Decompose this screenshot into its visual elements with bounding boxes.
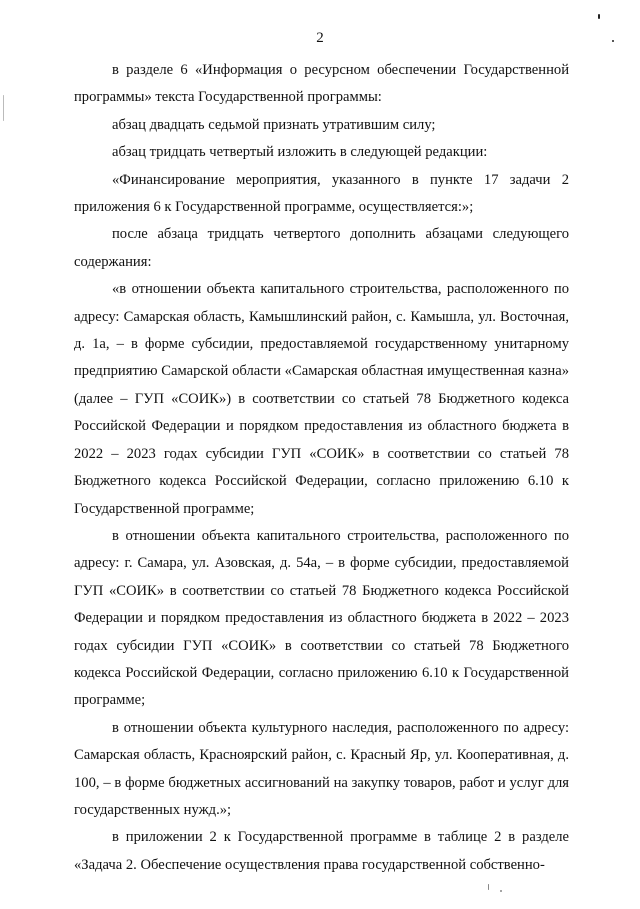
page-number: 2	[316, 30, 324, 46]
paragraph-kamyshla: «в отношении объекта капитального строительства, расположенного по адресу: Самарская область, Камышлинский район, с. Камышла, ул. Восточная, д. 1а, – в форме субсидии, предоставляемой государственному унитарному предприятию Самарской области «Самарская областная имущественная казна» (далее – ГУП «СОИК») в соответствии со статьей 78 Бюджетного кодекса Российской Федерации и порядком предоставления из областного бюджета в 2022 – 2023 годах субсидии ГУП «СОИК» в соответствии со статьей 78 Бюджетного кодекса Российской Федерации, согласно приложению 6.10 к Государственной программе;	[74, 281, 569, 517]
scan-speck	[612, 40, 614, 42]
scan-speck	[488, 884, 489, 890]
paragraph-27-repeal: абзац двадцать седьмой признать утратившим силу;	[112, 116, 436, 133]
document-body	[74, 57, 569, 879]
paragraph-add-after-34: после абзаца тридцать четвертого дополнить абзацами следующего содержания:	[74, 226, 569, 270]
paragraph-34-amend: абзац тридцать четвертый изложить в следующей редакции:	[112, 144, 488, 161]
scan-speck	[3, 95, 4, 121]
scan-speck	[500, 890, 502, 892]
paragraph-krasny-yar: в отношении объекта культурного наследия, расположенного по адресу: Самарская область, Красноярский район, с. Красный Яр, ул. Кооперативная, д. 100, – в форме бюджетных ассигнований на закупку товаров, работ и услуг для государственных нужд.»;	[74, 719, 569, 818]
paragraph-appendix-2: в приложении 2 к Государственной программе в таблице 2 в разделе «Задача 2. Обеспечение осуществления права государственной собственно-	[74, 829, 569, 873]
paragraph-section-6: в разделе 6 «Информация о ресурсном обеспечении Государственной программы» текста Государственной программы:	[74, 62, 569, 106]
paragraph-samara-azovskaya: в отношении объекта капитального строительства, расположенного по адресу: г. Самара, ул. Азовская, д. 54а, – в форме субсидии, предоставляемой ГУП «СОИК» в соответствии со статьей 78 Бюджетного кодекса Российской Федерации и порядком предоставления из областного бюджета в 2022 – 2023 годах субсидии ГУП «СОИК» в соответствии со статьей 78 Бюджетного кодекса Российской Федерации, согласно приложению 6.10 к Государственной программе;	[74, 527, 569, 709]
scan-speck	[598, 14, 600, 19]
paragraph-financing: «Финансирование мероприятия, указанного в пункте 17 задачи 2 приложения 6 к Государственной программе, осуществляется:»;	[74, 171, 569, 216]
